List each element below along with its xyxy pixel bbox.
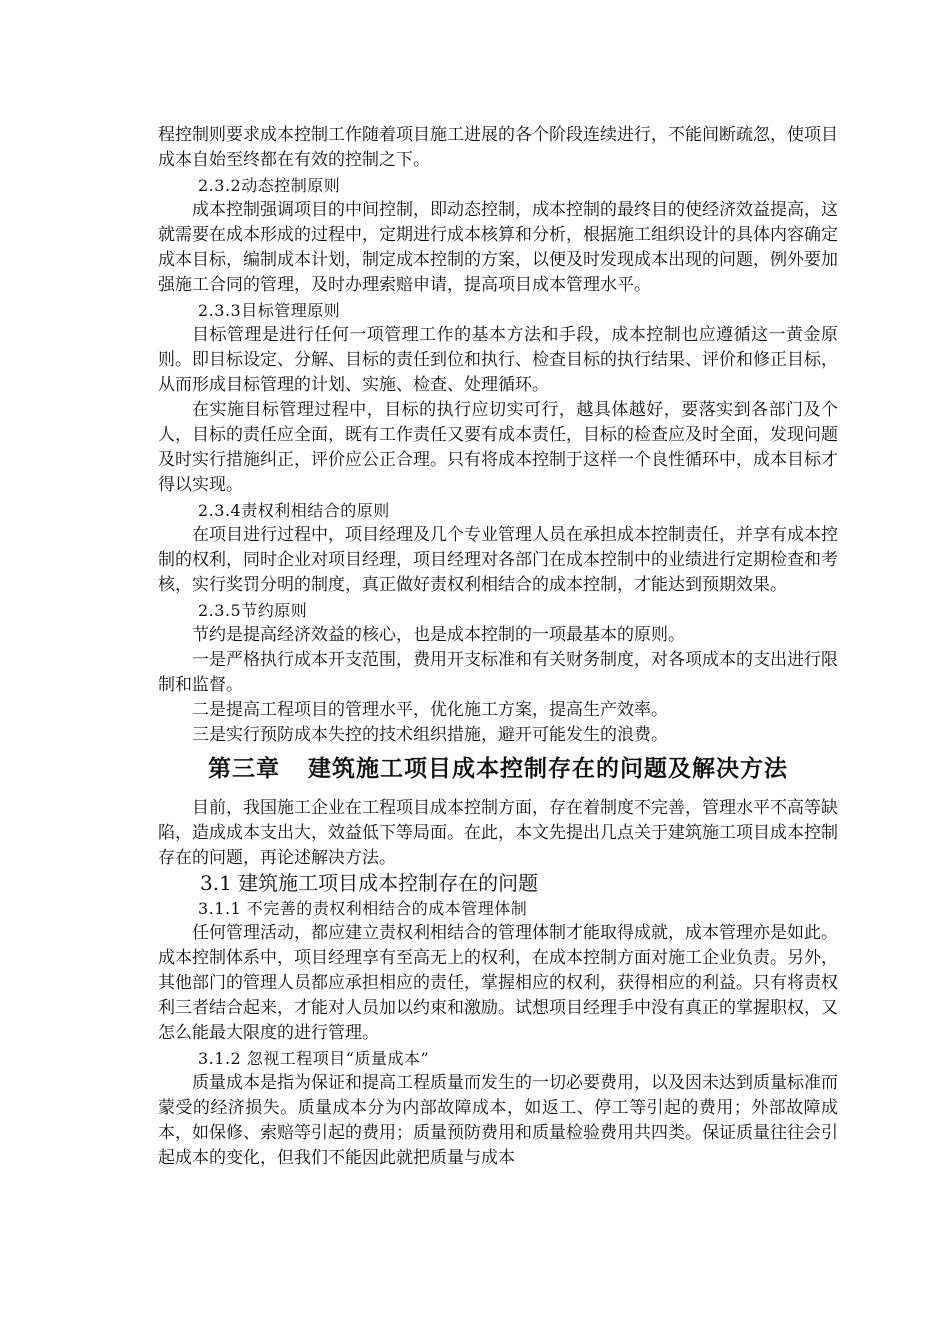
chapter-title: 建筑施工项目成本控制存在的问题及解决方法	[308, 755, 788, 782]
paragraph-chapter-intro: 目前，我国施工企业在工程项目成本控制方面，存在着制度不完善，管理水平不高等缺陷，造成成本支出大，效益低下等局面。在此，本文先提出几点关于建筑施工项目成本控制存在的问题，再论述解决方法。	[158, 798, 838, 868]
paragraph-management-system: 任何管理活动，都应建立责权利相结合的管理体制才能取得成就，成本管理亦是如此。成本控制体系中，项目经理享有至高无上的权利，在成本控制方面对施工企业负责。另外，其他部门的管理人员都应承担相应的责任，掌握相应的权利，获得相应的利益。只有将责权利三者结合起来，才能对人员加以约束和激励。试想项目经理手中没有真正的掌握职权，又怎么能最大限度的进行管理。	[158, 923, 838, 1043]
chapter-number: 第三章	[208, 755, 280, 782]
paragraph-objective-management: 目标管理是进行任何一项管理工作的基本方法和手段，成本控制也应遵循这一黄金原则。即目标设定、分解、目标的责任到位和执行、检查目标的执行结果、评价和修正目标，从而形成目标管理的计划、实施、检查、处理循环。	[158, 325, 838, 395]
paragraph-saving-three: 三是实行预防成本失控的技术组织措施，避开可能发生的浪费。	[192, 725, 668, 745]
paragraph-saving-one: 一是严格执行成本开支范围，费用开支标准和有关财务制度，对各项成本的支出进行限制和监督。	[158, 650, 838, 695]
paragraph-responsibility: 在项目进行过程中，项目经理及几个专业管理人员在承担成本控制责任，并享有成本控制的权利，同时企业对项目经理，项目经理对各部门在成本控制中的业绩进行定期检查和考核，实行奖罚分明的制度，真正做好责权利相结合的成本控制，才能达到预期效果。	[158, 525, 838, 595]
paragraph-saving-core: 节约是提高经济效益的核心，也是成本控制的一项最基本的原则。	[192, 625, 685, 645]
paragraph-quality-cost: 质量成本是指为保证和提高工程质量而发生的一切必要费用，以及因未达到质量标准而蒙受的经济损失。质量成本分为内部故障成本，如返工、停工等引起的费用；外部故障成本，如保修、索赔等引起的费用；质量预防费用和质量检验费用共四类。保证质量往往会引起成本的变化，但我们不能因此就把质量与成本	[158, 1073, 838, 1168]
paragraph-saving-two: 二是提高工程项目的管理水平，优化施工方案，提高生产效率。	[192, 700, 668, 720]
section-heading-3-1: 3.1 建筑施工项目成本控制存在的问题	[200, 871, 539, 895]
section-heading-2-3-2: 2.3.2动态控制原则	[198, 176, 341, 195]
section-heading-3-1-1: 3.1.1 不完善的责权利相结合的成本管理体制	[198, 899, 528, 918]
paragraph-continuation: 程控制则要求成本控制工作随着项目施工进展的各个阶段连续进行，不能间断疏忽，使项目成本自始至终都在有效的控制之下。	[158, 125, 838, 170]
section-heading-3-1-2: 3.1.2 忽视工程项目“质量成本”	[198, 1049, 430, 1068]
document-body	[158, 123, 838, 1171]
section-heading-2-3-4: 2.3.4责权利相结合的原则	[198, 501, 390, 520]
paragraph-dynamic-control: 成本控制强调项目的中间控制，即动态控制，成本控制的最终目的使经济效益提高，这就需要在成本形成的过程中，定期进行成本核算和分析，根据施工组织设计的具体内容确定成本目标，编制成本计划，制定成本控制的方案，以便及时发现成本出现的问题，例外要加强施工合同的管理，及时办理索赔申请，提高项目成本管理水平。	[158, 200, 838, 295]
paragraph-objective-implementation: 在实施目标管理过程中，目标的执行应切实可行，越具体越好，要落实到各部门及个人，目标的责任应全面，既有工作责任又要有成本责任，目标的检查应及时全面，发现问题及时实行措施纠正，评价应公正合理。只有将成本控制于这样一个良性循环中，成本目标才得以实现。	[158, 400, 838, 495]
section-heading-2-3-3: 2.3.3目标管理原则	[198, 301, 341, 320]
section-heading-2-3-5: 2.3.5节约原则	[198, 601, 308, 620]
chapter-heading	[158, 756, 838, 782]
